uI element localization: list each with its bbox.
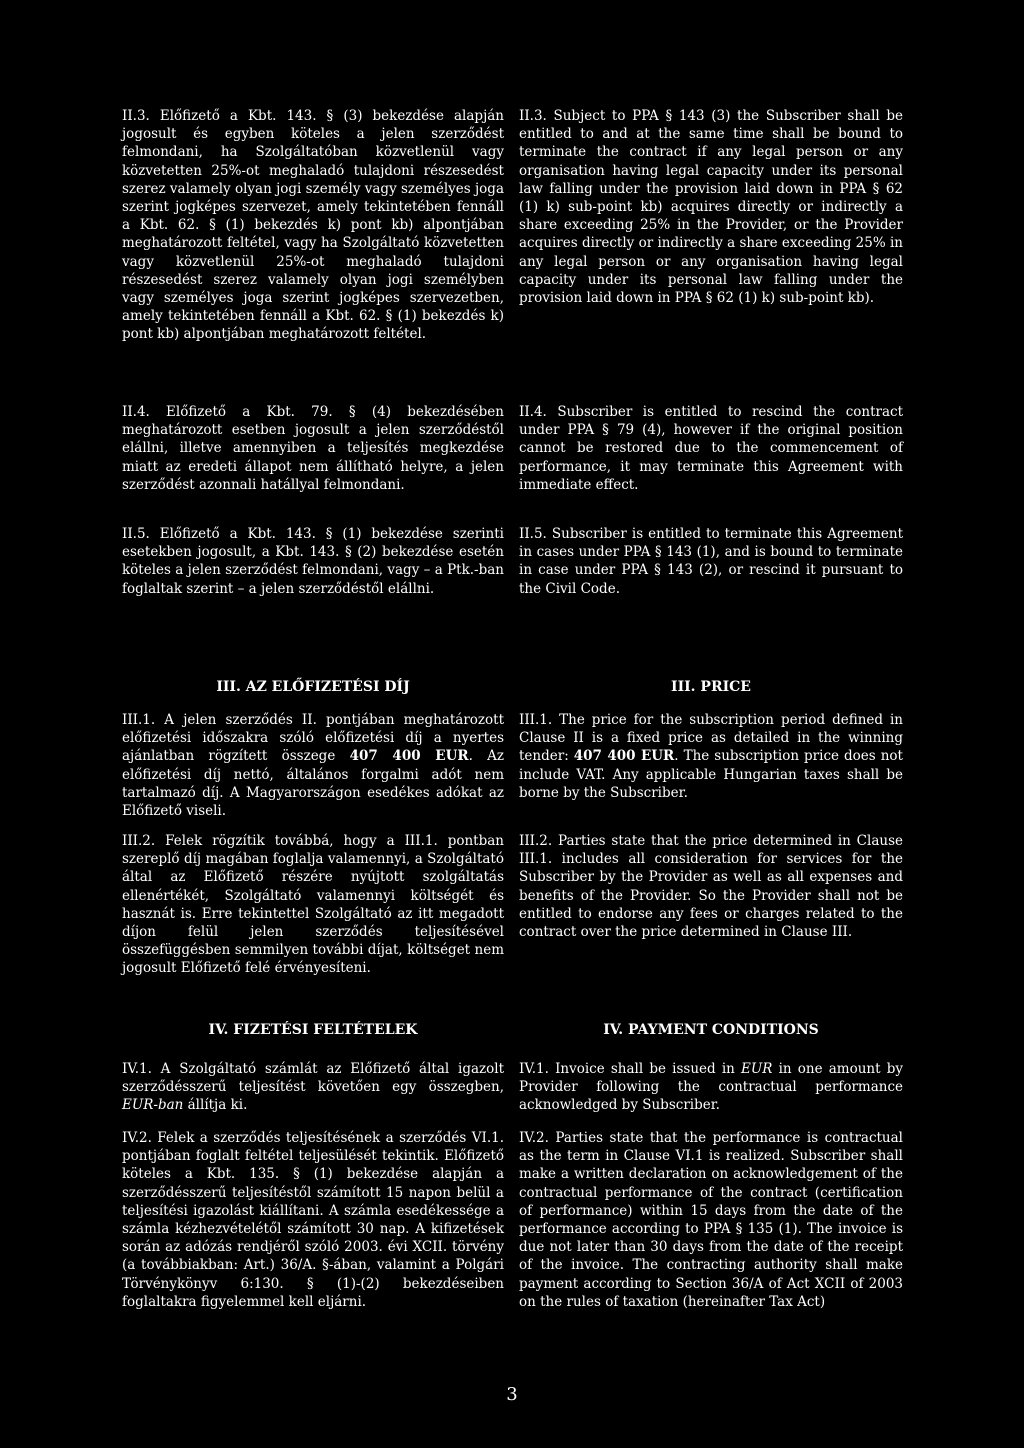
clause-4-1-en-text-a: IV.1. Invoice shall be issued in bbox=[519, 1061, 742, 1077]
clause-4-2-hu: IV.2. Felek a szerződés teljesítésének a szerződés VI.1. pontjában foglalt feltétel teljesülését tekintik. Előfizető köteles a Kbt. 135. § (1) bekezdése alapján a szerződésszerű teljesítéstől számított 15 napon belül a teljesítési igazolást kiállítani. A számla esedékessége a számla kézhezvételétől számított 30 nap. A kifizetések során az adózás rendjéről szóló 2003. évi XCII. törvény (a továbbiakban: Art.) 36/A. §-ában, valamint a Polgári Törvénykönyv 6:130. § (1)-(2) bekezdéseiben foglaltakra figyelemmel kell eljárni. bbox=[122, 1130, 504, 1310]
clause-2-3-hu: II.3. Előfizető a Kbt. 143. § (3) bekezdése alapján jogosult és egyben köteles a jelen szerződést felmondani, ha Szolgáltatóban közvetlenül vagy közvetetten 25%-ot meghaladó tulajdoni részesedést szerez valamely olyan jogi személy vagy személyes joga szerint jogképes szervezet, amely tekintetében fennáll a Kbt. 62. § (1) bekezdés k) pont kb) alpontjában meghatározott feltétel, vagy ha Szolgáltató közvetetten vagy közvetlenül 25%-ot meghaladó tulajdoni részesedést szerez valamely olyan jogi személyben vagy személyes joga szerint jogképes szervezetben, amely tekintetében fennáll a Kbt. 62. § (1) bekezdés k) pont kb) alpontjában meghatározott feltétel. bbox=[122, 108, 504, 343]
clause-4-1-hu bbox=[122, 1060, 504, 1115]
clause-3-2-hu: III.2. Felek rögzítik továbbá, hogy a III.1. pontban szereplő díj magában foglalja valamennyi, a Szolgáltató által az Előfizető részére nyújtott szolgáltatás ellenértékét, Szolgáltató valamennyi költségét és hasznát is. Erre tekintettel Szolgáltató az itt megadott díjon felül jelen szerződés teljesítésével összefüggésben semmilyen további díjat, költséget nem jogosult Előfizető felé érvényesíteni. bbox=[122, 833, 504, 977]
currency-em-en: EUR bbox=[741, 1061, 773, 1077]
page-number: 3 bbox=[506, 1384, 518, 1405]
clause-3-1-en-text-b: . The subscription price does not include VAT. Any applicable Hungarian taxes shall be borne by the Subscriber. bbox=[519, 748, 903, 801]
price-amount-en: 407 400 EUR bbox=[573, 748, 675, 765]
clause-2-4-hu: II.4. Előfizető a Kbt. 79. § (4) bekezdésében meghatározott esetben jogosult a jelen szerződéstől elállni, illetve amennyiben a teljesítés megkezdése miatt az eredeti állapot nem állítható helyre, a jelen szerződést azonnali hatállyal felmondani. bbox=[122, 404, 504, 493]
currency-em-hu: EUR-ban bbox=[122, 1097, 184, 1114]
clause-4-1-hu-text-b: állítja ki. bbox=[183, 1097, 248, 1114]
clause-4-1-hu-text-a: IV.1. A Szolgáltató számlát az Előfizető által igazolt szerződésszerű teljesítést követően egy összegben, bbox=[122, 1061, 504, 1096]
clause-2-5-hu: II.5. Előfizető a Kbt. 143. § (1) bekezdése szerinti esetekben jogosult, a Kbt. 143. § (2) bekezdése esetén köteles a jelen szerződést felmondani, vagy – a Ptk.-ban foglaltak szerint – a jelen szerződéstől elállni. bbox=[122, 526, 504, 597]
clause-2-5-en: II.5. Subscriber is entitled to terminate this Agreement in cases under PPA § 143 (1), and is bound to terminate in case under PPA § 143 (2), or rescind it pursuant to the Civil Code. bbox=[519, 526, 903, 597]
clause-2-4-en: II.4. Subscriber is entitled to rescind the contract under PPA § 79 (4), however if the original position cannot be restored due to the commencement of performance, it may terminate this Agreement with immediate effect. bbox=[519, 404, 903, 493]
clause-3-1-hu-text-a: III.1. A jelen szerződés II. pontjában meghatározott előfizetési időszakra szóló előfizetési díj a nyertes ajánlatban rögzített összege bbox=[122, 712, 504, 765]
price-amount-hu: 407 400 EUR bbox=[349, 748, 469, 765]
clause-4-2-en: IV.2. Parties state that the performance is contractual as the term in Clause VI.1 is realized. Subscriber shall make a written declaration on acknowledgement of the contractual performance of the contract (certification of performance) within 15 days from the date of the performance according to PPA § 135 (1). The invoice is due not later than 30 days from the date of the receipt of the invoice. The contracting authority shall make payment according to Section 36/A of Act XCII of 2003 on the rules of taxation (hereinafter Tax Act) bbox=[519, 1130, 903, 1310]
clause-3-1-en-text-a: III.1. The price for the subscription period defined in Clause II is a fixed price as detailed in the winning tender: bbox=[519, 712, 903, 765]
clause-3-2-en: III.2. Parties state that the price determined in Clause III.1. includes all consideration for services for the Subscriber by the Provider as well as all expenses and benefits of the Provider. So the Provider shall not be entitled to endorse any fees or charges related to the contract over the price determined in Clause III. bbox=[519, 833, 903, 941]
section-3-heading-hu: III. AZ ELŐFIZETÉSI DÍJ bbox=[216, 679, 410, 695]
section-3-heading-en: III. PRICE bbox=[671, 679, 751, 695]
clause-3-1-hu bbox=[122, 711, 504, 820]
section-4-heading-hu: IV. FIZETÉSI FELTÉTELEK bbox=[208, 1022, 418, 1038]
clause-3-1-hu-text-b: . Az előfizetési díj nettó, általános forgalmi adót nem tartalmazó díj. A Magyarországon esedékes adókat az Előfizető viseli. bbox=[122, 748, 504, 820]
clause-4-1-en bbox=[519, 1060, 903, 1115]
clause-3-1-en bbox=[519, 711, 903, 802]
clause-4-1-en-text-b: in one amount by Provider following the contractual performance acknowledged by Subscriber. bbox=[519, 1061, 903, 1114]
section-4-heading-en: IV. PAYMENT CONDITIONS bbox=[603, 1022, 819, 1038]
clause-2-3-en: II.3. Subject to PPA § 143 (3) the Subscriber shall be entitled to and at the same time shall be bound to terminate the contract if any legal person or any organisation having legal capacity under its personal law falling under the provision laid down in PPA § 62 (1) k) sub-point kb) acquires directly or indirectly a share exceeding 25% in the Provider, or the Provider acquires directly or indirectly a share exceeding 25% in any legal person or any organisation having legal capacity under its personal law falling under the provision laid down in PPA § 62 (1) k) sub-point kb). bbox=[519, 108, 903, 307]
